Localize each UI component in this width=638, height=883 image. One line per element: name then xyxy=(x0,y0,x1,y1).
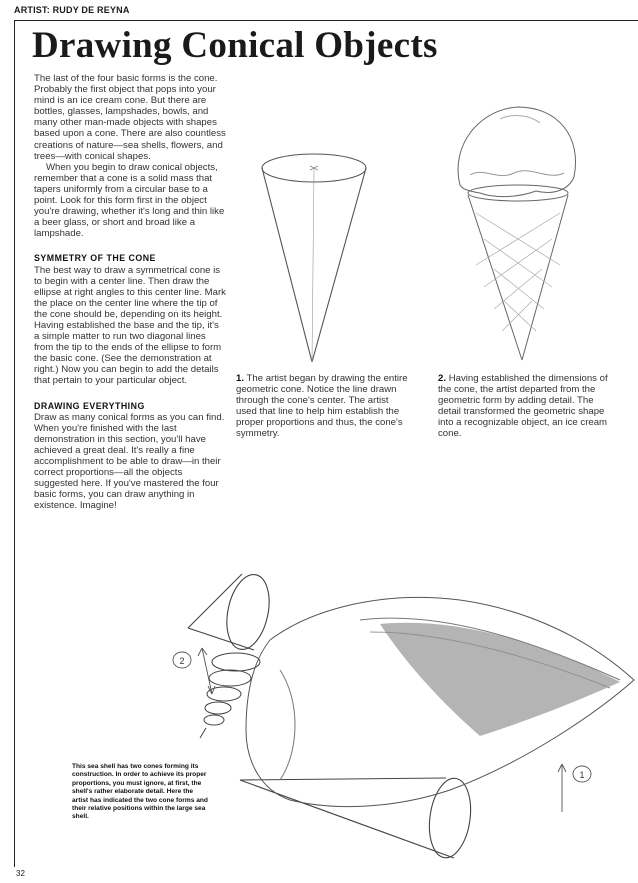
shell-caption: This sea shell has two cones forming its construction. In order to achieve its proper proportions, you must ignore, at first, the shell's rather elaborate detail. Here the artist has indicated the two cone forms and their relative positions within the large sea shell. xyxy=(72,763,208,821)
caption-step-1 xyxy=(236,373,408,440)
caption-text-2: Having established the dimensions of the cone, the artist departed from the geometric form by adding detail. The detail transformed the geometric shape into a recognizable object, an ice cream cone. xyxy=(438,373,608,440)
geometric-cone-drawing xyxy=(230,120,400,370)
artist-credit: ARTIST: RUDY DE REYNA xyxy=(14,5,130,15)
figure-label-large-cone: 1 xyxy=(579,770,585,780)
text-column xyxy=(34,73,226,511)
ice-cream-cone-drawing xyxy=(440,95,590,375)
caption-text-1: The artist began by drawing the entire geometric cone. Notice the line drawn through the cone's center. The artist used that line to help him establish the proper proportions and thus, the cone's symmetry. xyxy=(236,373,408,440)
intro-paragraph-2: When you begin to draw conical objects, remember that a cone is a solid mass that tapers uniformly from a circular base to a point. Look for this form first in the object you're drawing, whether it's long and thin like a beer glass, or short and broad like a lampshade. xyxy=(34,161,225,240)
section-heading-drawing: DRAWING EVERYTHING xyxy=(34,400,145,411)
caption-number-2: 2. xyxy=(438,373,447,384)
page-number: 32 xyxy=(16,869,25,878)
intro-paragraph-1: The last of the four basic forms is the cone. Probably the first object that pops into your mind is an ice cream cone. But there are bottles, glasses, lampshades, bowls, and many other man-made objects with shapes based upon a cone. There are also countless creations of nature—sea shells, flowers, and trees—with conical shapes. xyxy=(34,73,226,162)
figure-label-small-cone: 2 xyxy=(179,656,185,666)
section-body-symmetry: The best way to draw a symmetrical cone is to begin with a center line. Then draw the ellipse at right angles to this center line. Mark the place on the center line where the tip of the cone should be, depending on its height. Having established the base and the tip, it's a simple matter to run two diagonal lines from the tip to the ends of the ellipse to form the basic cone. (See the demonstration at right.) Now you can begin to add the details that pertain to your particular object. xyxy=(34,264,226,387)
section-heading-symmetry: SYMMETRY OF THE CONE xyxy=(34,253,156,264)
page-title: Drawing Conical Objects xyxy=(32,25,438,66)
caption-number-1: 1. xyxy=(236,373,245,384)
sea-shell-drawing xyxy=(150,560,638,866)
caption-step-2 xyxy=(438,373,618,440)
section-body-drawing: Draw as many conical forms as you can find. When you're finished with the last demonstration in this section, you'll have achieved a great deal. It's really a fine accomplishment to be able to draw—in their correct proportions—all the objects suggested here. If you've mastered the four basic forms, you can draw anything in existence. Imagine! xyxy=(34,411,225,512)
